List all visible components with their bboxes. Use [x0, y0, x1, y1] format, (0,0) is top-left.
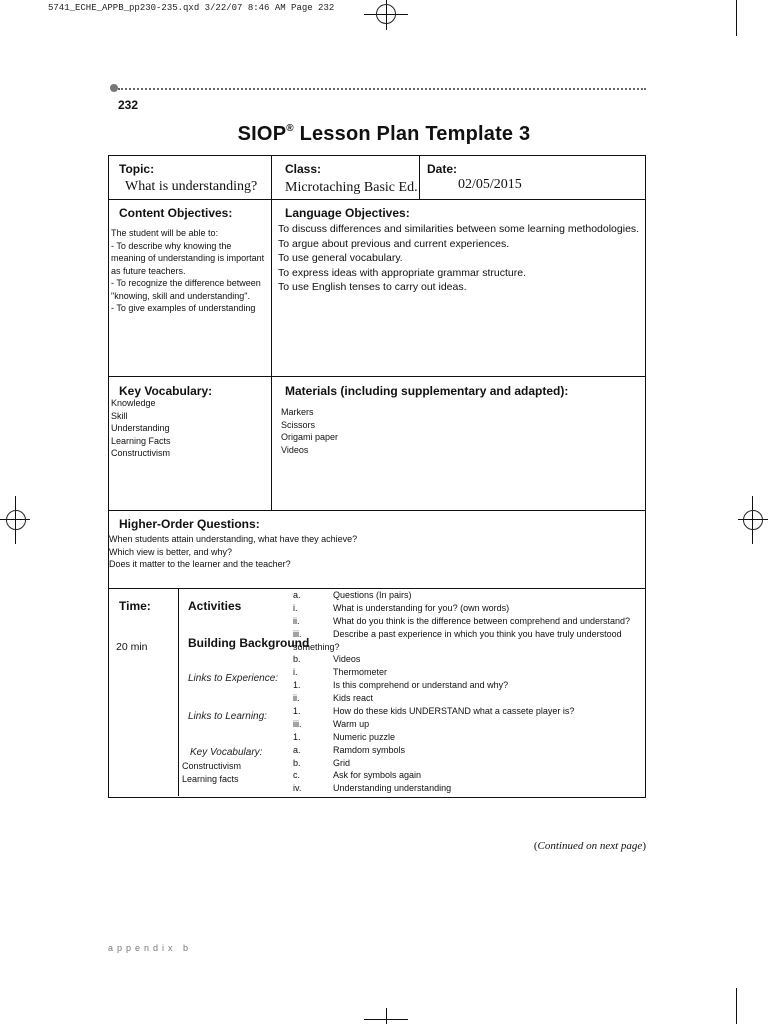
outline-row [293, 783, 643, 796]
class-value: Microtaching Basic Ed. [285, 180, 418, 195]
links-learning-label: Links to Learning: [188, 711, 267, 722]
text-line: To use general vocabulary. [278, 252, 403, 264]
crop-line [364, 1019, 408, 1020]
outline-text: Is this comprehend or understand and why? [333, 680, 509, 691]
outline-marker: c. [293, 770, 301, 781]
date-label: Date: [427, 162, 458, 176]
outline-marker: ii. [293, 693, 300, 704]
list-item: Learning Facts [111, 435, 171, 446]
list-item: Knowledge [111, 398, 156, 408]
text-line: meaning of understanding is important [111, 253, 265, 263]
list-item: Markers [281, 407, 314, 417]
outline-row [293, 590, 643, 603]
key-vocabulary-list [111, 397, 171, 460]
outline-row [293, 758, 643, 771]
outline-marker: i. [293, 602, 298, 613]
registration-mark-icon [743, 510, 763, 530]
topic-value: What is understanding? [125, 179, 258, 194]
time-label: Time: [119, 599, 151, 613]
content-objectives-label: Content Objectives: [119, 206, 233, 220]
materials-label: Materials (including supplementary and adapted): [285, 384, 569, 398]
date-value: 02/05/2015 [458, 177, 522, 192]
text-line: Which view is better, and why? [109, 546, 233, 557]
outline-text: What do you think is the difference between comprehend and understand? [333, 615, 631, 626]
outline-row [293, 732, 643, 745]
outline-text: Questions (In pairs) [333, 590, 412, 600]
outline-text: Warm up [333, 718, 370, 729]
list-item: Videos [281, 444, 309, 455]
continued-note: (Continued on next page) [533, 840, 646, 852]
outline-row [293, 667, 643, 680]
outline-row [293, 706, 643, 719]
outline-marker: b. [293, 757, 301, 768]
table-rule [108, 510, 645, 511]
building-background-label: Building Background [188, 636, 310, 650]
outline-text: Numeric puzzle [333, 731, 396, 742]
class-label: Class: [285, 162, 322, 176]
list-item: Constructivism [111, 448, 171, 458]
table-rule [271, 155, 272, 510]
outline-marker: 1. [293, 706, 301, 717]
table-rule [178, 588, 179, 796]
lesson-key-vocabulary-label: Key Vocabulary: [190, 747, 263, 758]
outline-marker: 1. [293, 731, 301, 742]
text-line: - To recognize the difference between [111, 278, 261, 288]
outline-row [293, 680, 643, 693]
outline-marker: ii. [293, 615, 300, 626]
outline-row [293, 642, 643, 655]
text-line: as future teachers. [111, 265, 186, 276]
outline-row [293, 693, 643, 706]
registration-mark-icon [6, 510, 26, 530]
activities-label: Activities [188, 599, 242, 613]
materials-list [281, 406, 338, 456]
table-rule [108, 199, 645, 200]
outline-row [293, 745, 643, 758]
language-objectives-label: Language Objectives: [285, 206, 410, 220]
registration-mark-icon [376, 4, 396, 24]
outline-marker: iii. [293, 718, 302, 729]
crop-line [736, 988, 737, 1024]
outline-text: Kids react [333, 693, 374, 704]
links-experience-label: Links to Experience: [188, 673, 279, 684]
outline-marker: iv. [293, 783, 302, 794]
table-rule [108, 376, 645, 377]
lesson-key-vocabulary-list [182, 760, 241, 785]
activity-outline [293, 590, 643, 796]
outline-marker: a. [293, 590, 301, 600]
text-line: When students attain understanding, what have they achieve? [109, 534, 358, 544]
list-item: Constructivism [182, 761, 242, 771]
outline-row [293, 770, 643, 783]
text-line: To express ideas with appropriate grammar structure. [278, 266, 527, 279]
outline-row [293, 629, 643, 642]
text-line: To use English tenses to carry out ideas. [278, 281, 467, 293]
higher-order-questions [109, 533, 357, 571]
text-line: "knowing, skill and understanding". [111, 290, 250, 301]
page-title: SIOP® Lesson Plan Template 3 [237, 123, 531, 145]
print-slug: 5741_ECHE_APPB_pp230-235.qxd 3/22/07 8:46 AM Page 232 [48, 3, 335, 13]
dotted-rule [118, 88, 646, 90]
outline-row [293, 719, 643, 732]
text-line: - To describe why knowing the [111, 240, 232, 251]
outline-marker: something? [293, 641, 340, 652]
topic-label: Topic: [119, 162, 155, 176]
list-item: Understanding [111, 423, 170, 433]
text-line: Does it matter to the learner and the teacher? [109, 559, 291, 569]
table-rule [419, 155, 420, 199]
outline-text: Ask for symbols again [333, 770, 422, 781]
outline-marker: i. [293, 667, 298, 678]
outline-row [293, 603, 643, 616]
higher-order-label: Higher-Order Questions: [119, 517, 260, 531]
text-line: To discuss differences and similarities between some learning methodologies. [278, 223, 640, 235]
text-line: - To give examples of understanding [111, 303, 256, 313]
outline-text: How do these kids UNDERSTAND what a cassete player is? [333, 706, 575, 717]
crop-line [386, 1008, 387, 1024]
outline-row [293, 654, 643, 667]
list-item: Origami paper [281, 432, 339, 442]
outline-text: Videos [333, 654, 361, 665]
table-rule [108, 588, 645, 589]
outline-marker: 1. [293, 680, 301, 691]
outline-text: Describe a past experience in which you think you have truly understood [333, 628, 622, 639]
outline-text: What is understanding for you? (own words) [333, 602, 510, 613]
key-vocabulary-label: Key Vocabulary: [119, 384, 213, 398]
list-item: Learning facts [182, 773, 239, 784]
text-line: The student will be able to: [111, 228, 219, 238]
page-number: 232 [118, 98, 139, 112]
text-line: To argue about previous and current experiences. [278, 237, 510, 250]
outline-marker: b. [293, 654, 301, 665]
footer-label: appendix b [108, 943, 193, 953]
time-value: 20 min [116, 641, 148, 653]
outline-marker: a. [293, 744, 301, 755]
outline-text: Thermometer [333, 667, 388, 678]
list-item: Skill [111, 410, 128, 421]
outline-text: Grid [333, 757, 351, 768]
crop-line [736, 0, 737, 36]
outline-text: Ramdom symbols [333, 744, 406, 755]
language-objectives-text [278, 222, 639, 295]
header-bullet [110, 84, 118, 92]
outline-marker: iii. [293, 628, 302, 639]
content-objectives-text [111, 227, 264, 315]
list-item: Scissors [281, 419, 316, 430]
outline-row [293, 616, 643, 629]
outline-text: Understanding understanding [333, 783, 452, 794]
